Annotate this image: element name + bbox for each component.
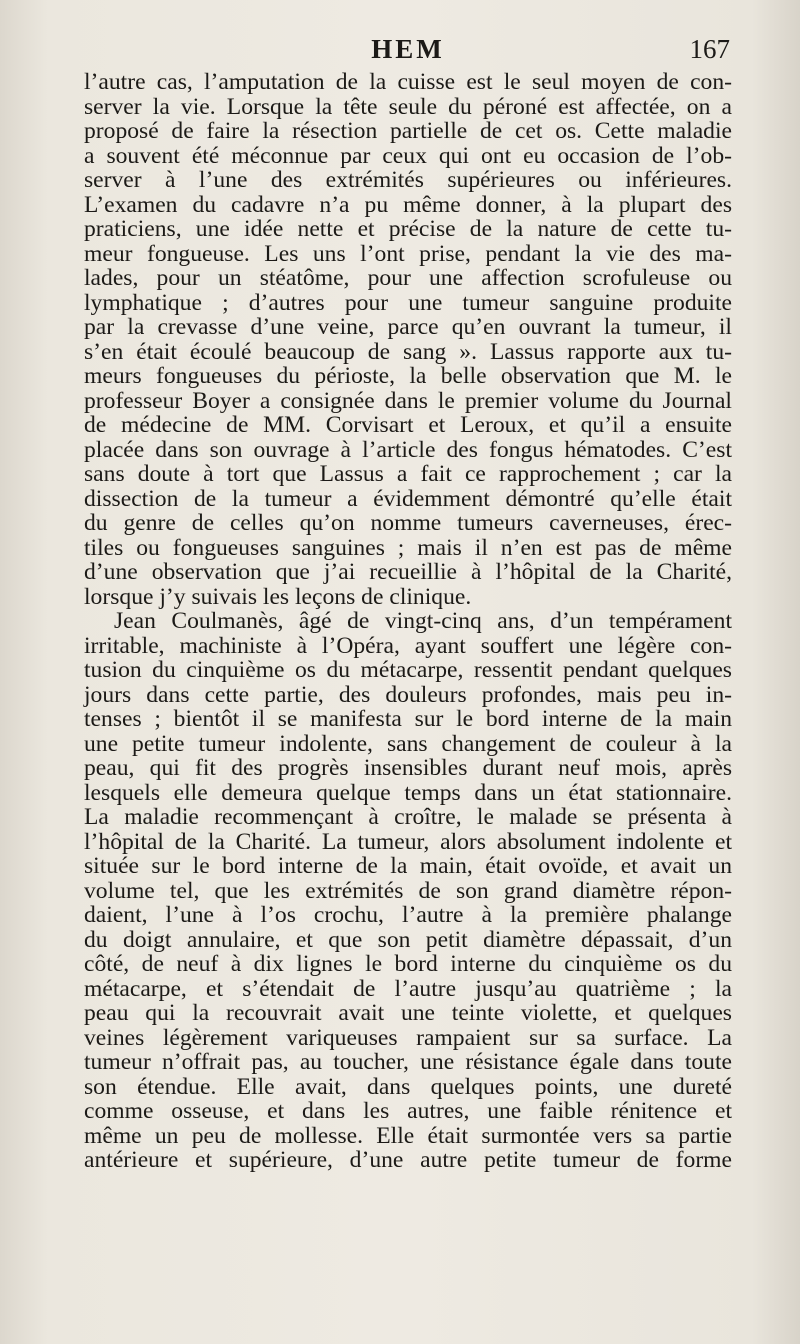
text-line: jours dans cette partie, des douleurs profondes, mais peu in- xyxy=(84,681,732,708)
text-line: server la vie. Lorsque la tête seule du péroné est affectée, on a xyxy=(84,93,732,120)
page-number: 167 xyxy=(689,34,730,64)
text-line: lades, pour un stéatôme, pour une affection scrofuleuse ou xyxy=(84,265,732,291)
text-line: située sur le bord interne de la main, était ovoïde, et avait un xyxy=(84,853,732,879)
text-line: proposé de faire la résection partielle de cet os. Cette maladie xyxy=(84,118,732,144)
text-line: son étendue. Elle avait, dans quelques points, une dureté xyxy=(84,1073,732,1100)
text-line: lesquels elle demeura quelque temps dans un état stationnaire. xyxy=(84,779,732,806)
running-head: HEM xyxy=(371,34,445,64)
text-line: L’examen du cadavre n’a pu même donner, à la plupart des xyxy=(84,191,732,218)
text-line: a souvent été méconnue par ceux qui ont eu occasion de l’ob- xyxy=(84,142,732,169)
text-line: l’hôpital de la Charité. La tumeur, alors absolument indolente et xyxy=(84,828,732,855)
text-line: placée dans son ouvrage à l’article des fongus hématodes. C’est xyxy=(84,436,732,463)
text-line: irritable, machiniste à l’Opéra, ayant souffert une légère con- xyxy=(84,632,732,659)
paragraph-end-line: lorsque j’y suivais les leçons de clinique. xyxy=(84,583,472,610)
text-line: daient, l’une à l’os crochu, l’autre à la première phalange xyxy=(84,902,732,928)
text-line: antérieure et supérieure, d’une autre petite tumeur de forme xyxy=(84,1147,732,1173)
text-line: sans doute à tort que Lassus a fait ce rapprochement ; car la xyxy=(84,461,732,487)
page-header xyxy=(86,34,730,70)
text-line: tumeur n’offrait pas, au toucher, une résistance égale dans toute xyxy=(84,1049,732,1075)
text-line: par la crevasse d’une veine, parce qu’en ouvrant la tumeur, il xyxy=(84,314,732,340)
text-line: comme osseuse, et dans les autres, une faible rénitence et xyxy=(84,1098,732,1124)
text-line: peau, qui fit des progrès insensibles durant neuf mois, après xyxy=(84,755,732,781)
text-line: d’une observation que j’ai recueillie à l’hôpital de la Charité, xyxy=(84,559,732,585)
text-line: professeur Boyer a consignée dans le premier volume du Journal xyxy=(84,387,732,414)
text-line: l’autre cas, l’amputation de la cuisse est le seul moyen de con- xyxy=(84,69,732,95)
body-text xyxy=(84,70,732,1173)
text-line: veines légèrement variqueuses rampaient sur sa surface. La xyxy=(84,1024,732,1051)
paragraph-start-line: Jean Coulmanès, âgé de vingt-cinq ans, d’un tempérament xyxy=(114,608,732,634)
show-through-text xyxy=(210,1198,750,1216)
text-line: du doigt annulaire, et que son petit diamètre dépassait, d’un xyxy=(84,926,732,953)
text-line: même un peu de mollesse. Elle était surmontée vers sa partie xyxy=(84,1122,732,1149)
text-line: tenses ; bientôt il se manifesta sur le bord interne de la main xyxy=(84,706,732,732)
text-line: dissection de la tumeur a évidemment démontré qu’elle était xyxy=(84,485,732,512)
text-line: de médecine de MM. Corvisart et Leroux, et qu’il a ensuite xyxy=(84,412,732,438)
text-line: tusion du cinquième os du métacarpe, ressentit pendant quelques xyxy=(84,657,732,683)
text-line: côté, de neuf à dix lignes le bord interne du cinquième os du xyxy=(84,951,732,977)
text-line: lymphatique ; d’autres pour une tumeur sanguine produite xyxy=(84,289,732,316)
text-line: tiles ou fongueuses sanguines ; mais il n’en est pas de même xyxy=(84,534,732,561)
text-line: s’en était écoulé beaucoup de sang ». Lassus rapporte aux tu- xyxy=(84,338,732,365)
text-line: métacarpe, et s’étendait de l’autre jusqu’au quatrième ; la xyxy=(84,975,732,1002)
text-line: server à l’une des extrémités supérieures ou inférieures. xyxy=(84,167,732,193)
text-line: La maladie recommençant à croître, le malade se présenta à xyxy=(84,804,732,830)
text-line: praticiens, une idée nette et précise de la nature de cette tu- xyxy=(84,216,732,242)
text-line: meur fongueuse. Les uns l’ont prise, pendant la vie des ma- xyxy=(84,240,732,267)
text-line: meurs fongueuses du périoste, la belle observation que M. le xyxy=(84,363,732,389)
text-line: volume tel, que les extrémités de son grand diamètre répon- xyxy=(84,877,732,904)
text-line: du genre de celles qu’on nomme tumeurs caverneuses, érec- xyxy=(84,510,732,536)
text-line: une petite tumeur indolente, sans changement de couleur à la xyxy=(84,730,732,757)
text-line: peau qui la recouvrait avait une teinte violette, et quelques xyxy=(84,1000,732,1026)
